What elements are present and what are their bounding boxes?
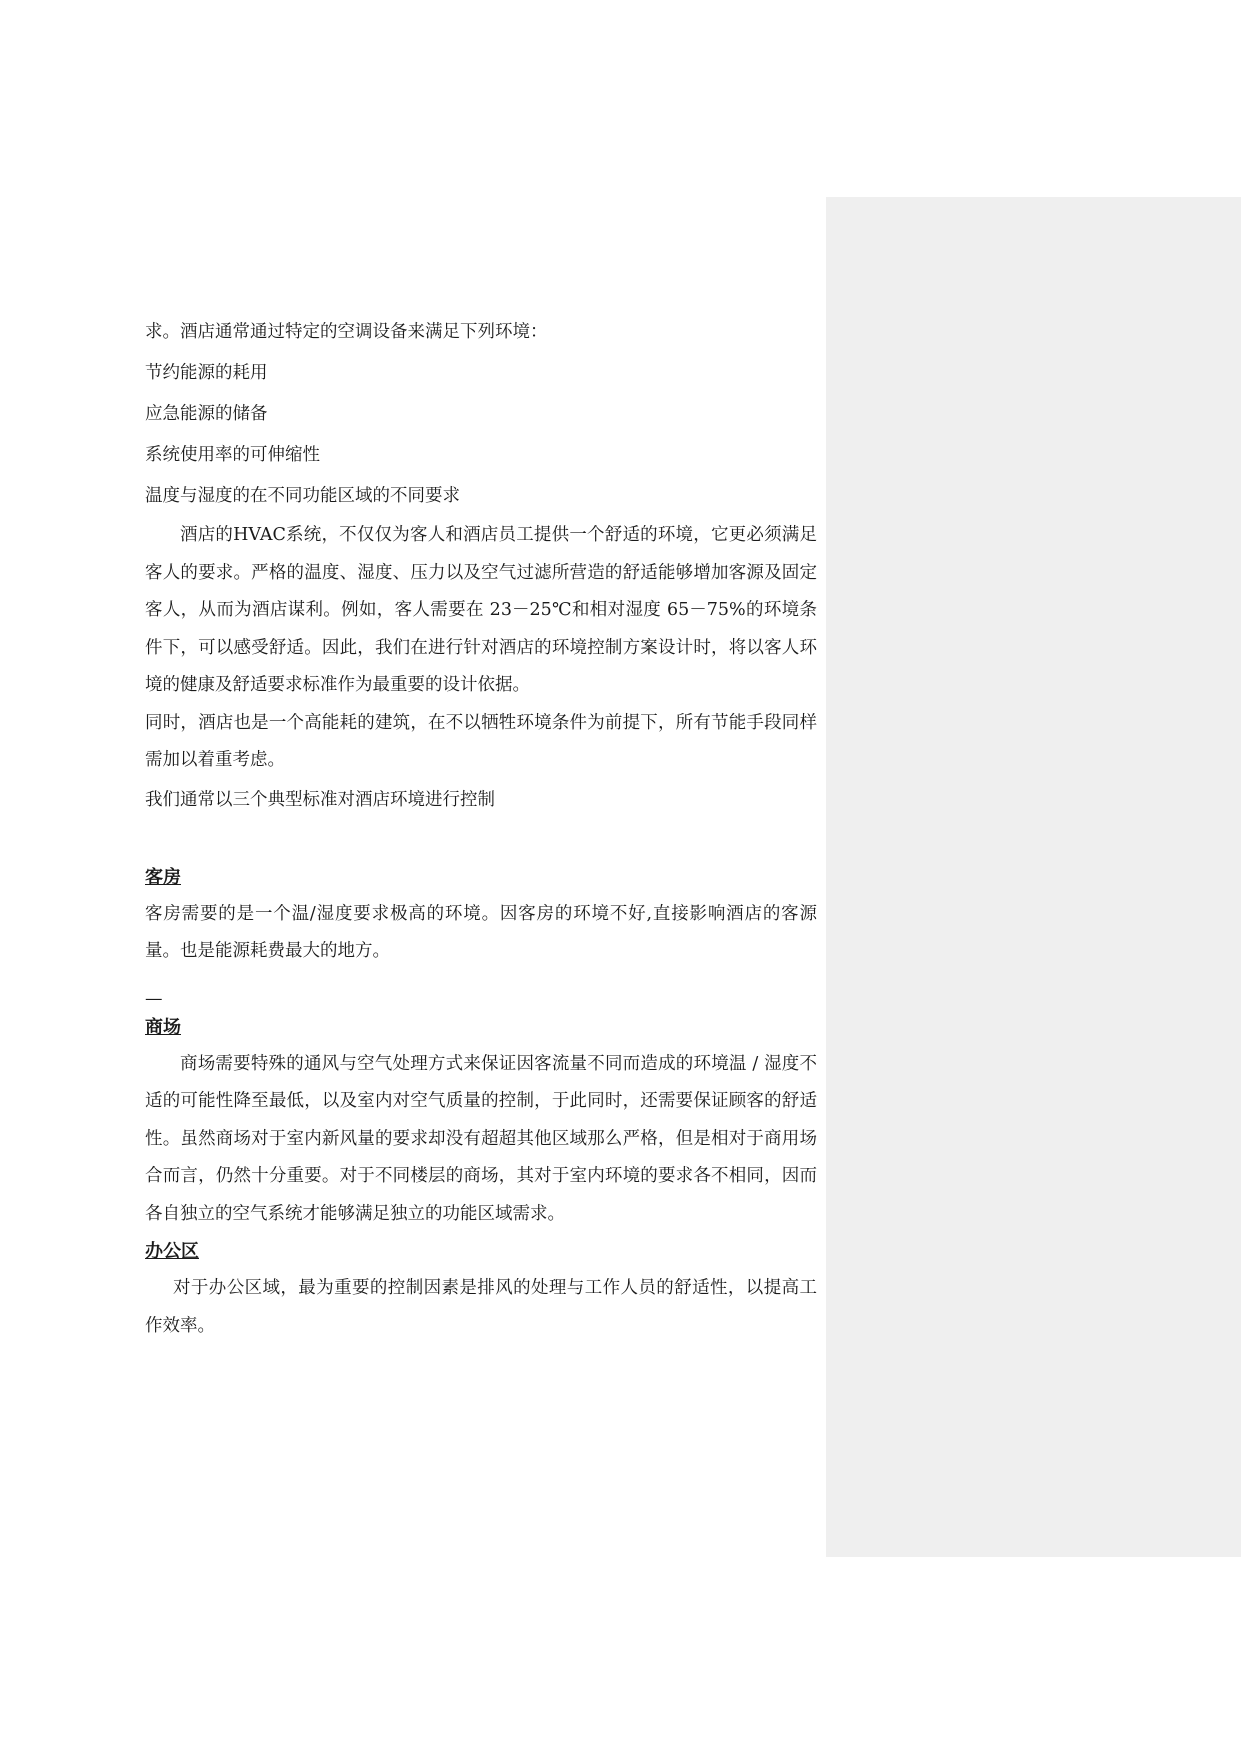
guest-room-paragraph: 客房需要的是一个温/湿度要求极高的环境。因客房的环境不好,直接影响酒店的客源量。也是能源耗费最大的地方。 bbox=[145, 903, 817, 961]
list-item: 节约能源的耗用 bbox=[145, 363, 268, 383]
comment-pane bbox=[826, 197, 1241, 1557]
office-paragraph: 对于办公区域，最为重要的控制因素是排风的处理与工作人员的舒适性，以提高工作效率。 bbox=[145, 1278, 817, 1336]
energy-paragraph: 同时，酒店也是一个高能耗的建筑，在不以牺牲环境条件为前提下，所有节能手段同样需加以着重考虑。 bbox=[145, 712, 817, 770]
list-item: 温度与湿度的在不同功能区域的不同要求 bbox=[145, 486, 460, 506]
mall-heading: 商场 bbox=[145, 1016, 181, 1038]
spacer bbox=[145, 821, 817, 859]
guest-room-heading: 客房 bbox=[145, 866, 181, 888]
office-heading: 办公区 bbox=[145, 1241, 199, 1262]
list-item: 应急能源的储备 bbox=[145, 404, 268, 424]
spacer bbox=[145, 971, 817, 989]
document-body bbox=[145, 312, 817, 1345]
mall-paragraph: 商场需要特殊的通风与空气处理方式来保证因客流量不同而造成的环境温 / 湿度不适的可能性降至最低，以及室内对空气质量的控制，于此同时，还需要保证顾客的舒适性。虽然商场对于室内新风量的要求却没有超超其他区域那么严格，但是相对于商用场合而言，仍然十分重要。对于不同楼层的商场，其对于室内环境的要求各不相同，因而各自独立的空气系统才能够满足独立的功能区域需求。 bbox=[145, 1053, 817, 1224]
dash-mark: — bbox=[145, 988, 163, 1009]
hvac-paragraph: 酒店的HVAC系统，不仅仅为客人和酒店员工提供一个舒适的环境，它更必须满足客人的要求。严格的温度、湿度、压力以及空气过滤所营造的舒适能够增加客源及固定客人，从而为酒店谋利。例如，客人需要在 23－25℃和相对湿度 65－75%的环境条件下，可以感受舒适。因此，我们在进行针对酒店的环境控制方案设计时，将以客人环境的健康及舒适要求标准作为最重要的设计依据。 bbox=[145, 525, 817, 695]
intro-tail-text: 求。酒店通常通过特定的空调设备来满足下列环境： bbox=[145, 322, 548, 342]
standards-paragraph: 我们通常以三个典型标准对酒店环境进行控制 bbox=[145, 789, 495, 810]
list-item: 系统使用率的可伸缩性 bbox=[145, 445, 320, 465]
